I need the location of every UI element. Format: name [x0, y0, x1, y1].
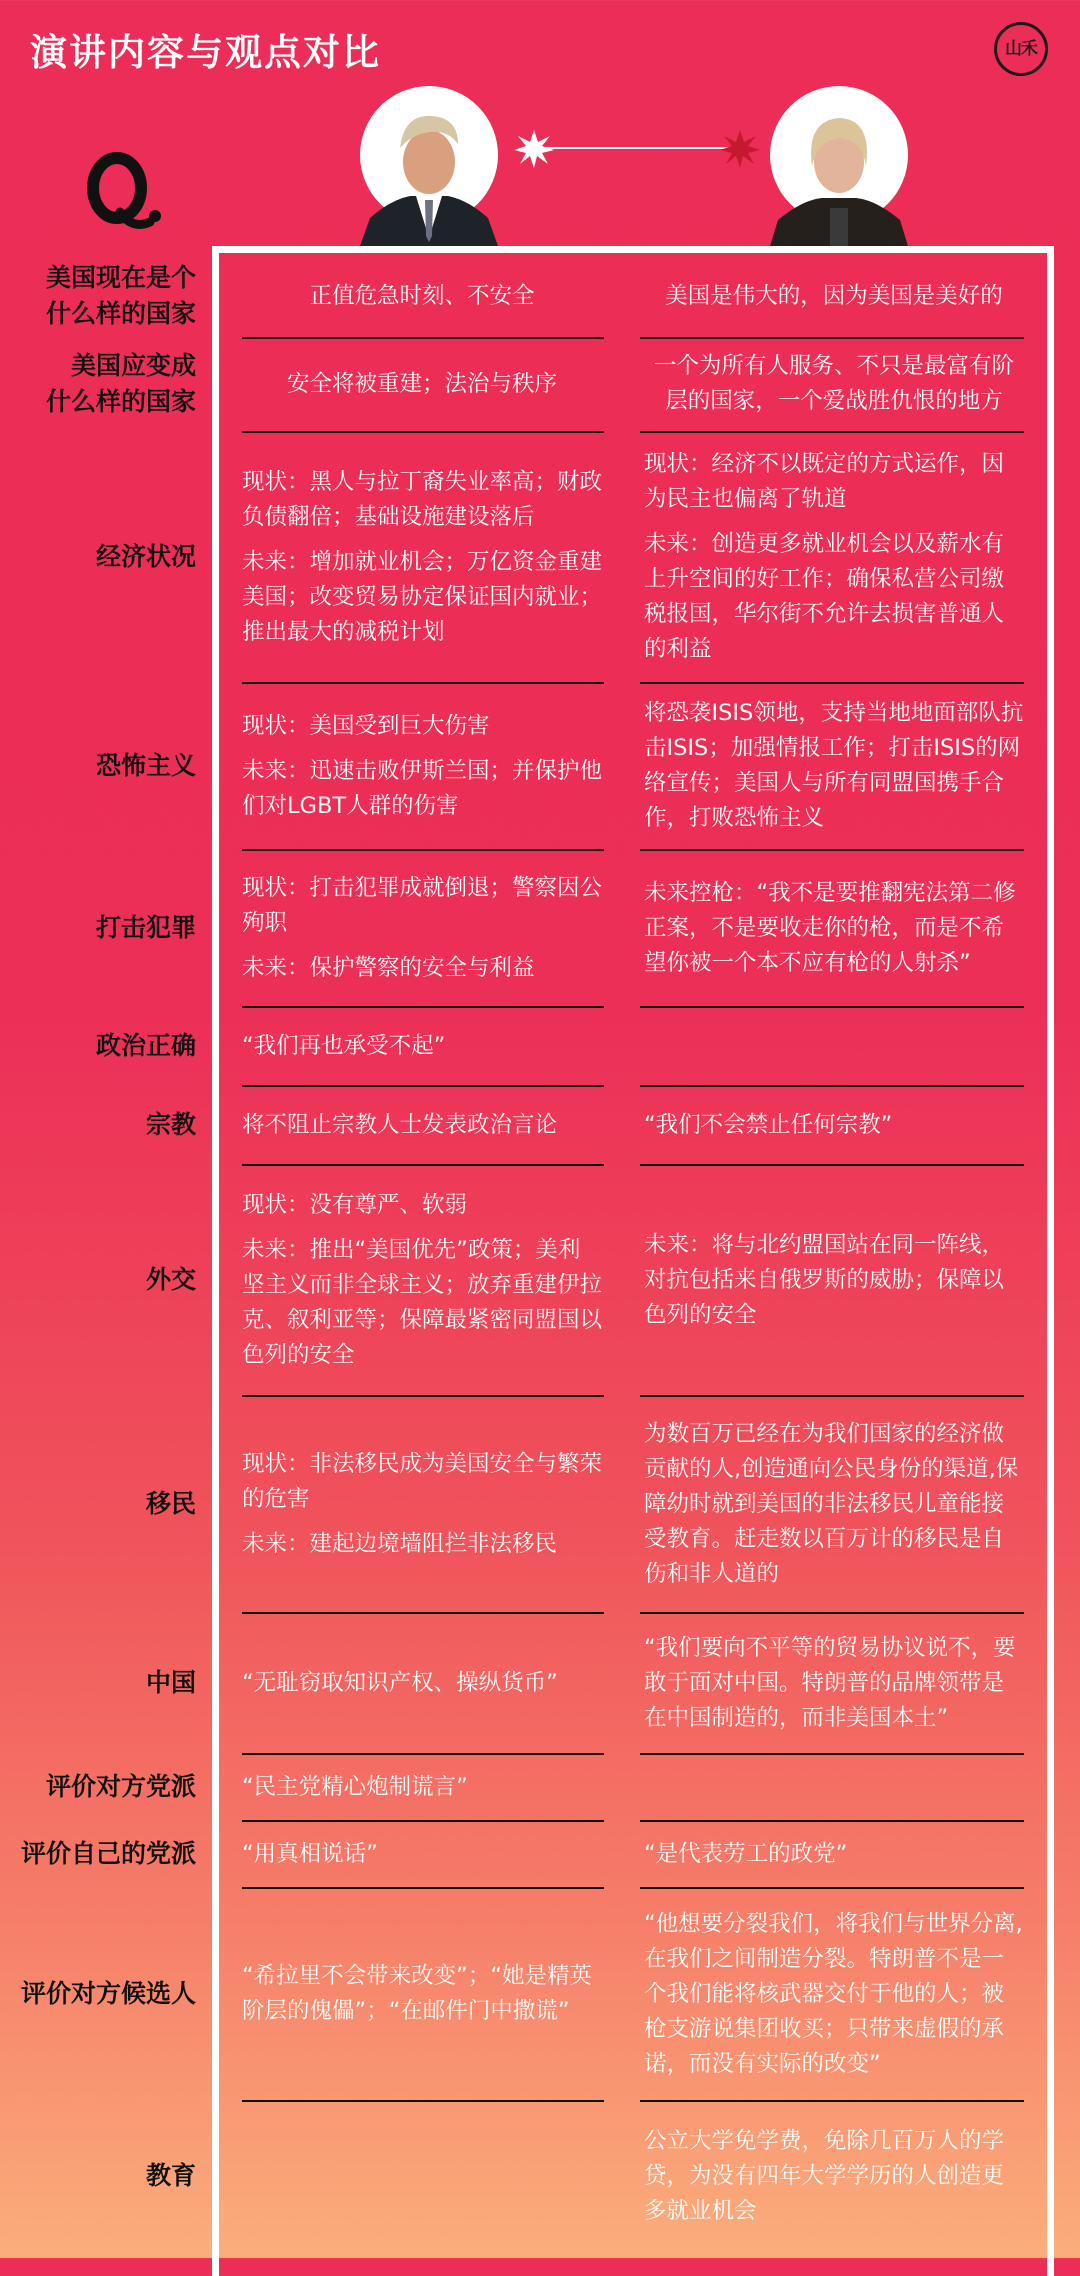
clinton-view-cell — [644, 1888, 1024, 2100]
clinton-view-cell — [644, 1007, 1024, 1085]
publisher-logo — [994, 22, 1048, 76]
q-mark-icon — [84, 152, 164, 242]
clinton-view-cell — [644, 1754, 1024, 1820]
trump-view-cell — [242, 683, 602, 849]
trump-view-cell — [242, 1821, 602, 1887]
clinton-view-cell-paragraph: “我们要向不平等的贸易协议说不，要敢于面对中国。特朗普的品牌领带是在中国制造的，而非美国本土” — [644, 1634, 1016, 1731]
table-row — [0, 255, 1080, 337]
row-divider — [242, 1164, 604, 1166]
row-divider — [640, 2100, 1024, 2102]
row-divider — [242, 849, 604, 851]
row-divider — [242, 2100, 604, 2102]
clinton-view-cell — [644, 1396, 1024, 1612]
row-topic-label — [146, 1396, 196, 1612]
trump-view-cell — [242, 1396, 602, 1612]
row-divider — [242, 431, 604, 433]
row-divider — [640, 1612, 1024, 1614]
row-topic-label-line: 恐怖主义 — [95, 751, 196, 780]
row-topic-label-line: 政治正确 — [95, 1031, 196, 1060]
row-divider — [640, 1820, 1024, 1822]
row-divider — [640, 1887, 1024, 1889]
clinton-view-cell — [644, 432, 1024, 682]
trump-view-cell-paragraph: “民主党精心炮制谎言” — [242, 1773, 468, 1800]
trump-view-cell — [242, 1086, 602, 1164]
row-divider — [640, 1085, 1024, 1087]
white-starburst-icon — [514, 130, 554, 168]
row-topic-label — [46, 1754, 196, 1820]
trump-view-cell — [242, 1165, 602, 1395]
row-topic-label — [96, 432, 196, 682]
row-divider — [242, 1820, 604, 1822]
clinton-view-cell — [644, 1165, 1024, 1395]
trump-view-cell-paragraph: 未来：增加就业机会；万亿资金重建美国；改变贸易协定保证国内就业；推出最大的减税计划 — [242, 548, 603, 645]
row-topic-label — [96, 683, 196, 849]
clinton-view-cell — [644, 338, 1024, 430]
table-row — [0, 338, 1080, 430]
row-topic-label — [46, 255, 196, 337]
table-row — [0, 2101, 1080, 2251]
clinton-view-cell-paragraph: “他想要分裂我们，将我们与世界分离,在我们之间制造分裂。特朗普不是一个我们能将核武器交付于他的人；被枪支游说集团收买；只带来虚假的承诺，而没有实际的改变” — [644, 1910, 1023, 2077]
table-row — [0, 1086, 1080, 1164]
row-topic-label — [21, 1821, 196, 1887]
row-divider — [242, 682, 604, 684]
row-topic-label-line: 移民 — [145, 1489, 196, 1518]
table-row — [0, 432, 1080, 682]
row-topic-label — [146, 2101, 196, 2251]
trump-view-cell — [242, 850, 602, 1006]
trump-view-cell-paragraph: 未来：迅速击败伊斯兰国；并保护他们对LGBT人群的伤害 — [242, 757, 603, 819]
clinton-view-cell-paragraph: 一个为所有人服务、不只是最富有阶层的国家，一个爱战胜仇恨的地方 — [653, 353, 1014, 414]
trump-portrait — [360, 86, 498, 246]
row-topic-label-line: 什么样的国家 — [45, 299, 196, 328]
trump-view-cell-paragraph: 未来：建起边境墙阻拦非法移民 — [242, 1530, 558, 1557]
trump-view-cell-paragraph: 现状：黑人与拉丁裔失业率高；财政负债翻倍；基础设施建设落后 — [242, 468, 603, 530]
trump-view-cell-paragraph: 正值危急时刻、不安全 — [309, 282, 535, 309]
versus-connector-icon — [512, 126, 762, 170]
clinton-view-cell — [644, 1821, 1024, 1887]
row-divider — [242, 1006, 604, 1008]
trump-view-cell — [242, 432, 602, 682]
trump-view-cell-paragraph: “用真相说话” — [242, 1840, 378, 1867]
row-topic-label-line: 教育 — [145, 2161, 196, 2190]
table-row — [0, 683, 1080, 849]
trump-view-cell-paragraph: 将不阻止宗教人士发表政治言论 — [242, 1111, 558, 1138]
row-divider — [242, 1612, 604, 1614]
clinton-view-cell-paragraph: 美国是伟大的，因为美国是美好的 — [665, 282, 1003, 309]
trump-view-cell-paragraph: 现状：打击犯罪成就倒退；警察因公殉职 — [242, 874, 603, 936]
trump-view-cell-paragraph: 安全将被重建；法治与秩序 — [286, 370, 557, 397]
trump-view-cell-paragraph: “我们再也承受不起” — [242, 1032, 446, 1059]
trump-view-cell — [242, 1888, 602, 2100]
row-topic-label — [146, 1165, 196, 1395]
table-row — [0, 850, 1080, 1006]
clinton-view-cell — [644, 850, 1024, 1006]
row-topic-label-line: 评价对方候选人 — [20, 1979, 196, 2008]
clinton-view-cell — [644, 255, 1024, 337]
row-topic-label — [96, 850, 196, 1006]
row-topic-label-line: 评价自己的党派 — [20, 1839, 196, 1868]
clinton-view-cell-paragraph: 未来控枪：“我不是要推翻宪法第二修正案，不是要收走你的枪，而是不希望你被一个本不应有枪的人射杀” — [644, 879, 1016, 976]
row-topic-label-line: 什么样的国家 — [45, 387, 196, 416]
clinton-view-cell-paragraph: 未来：创造更多就业机会以及薪水有上升空间的好工作；确保私营公司缴税报国，华尔街不允许去损害普通人的利益 — [644, 531, 1005, 662]
table-row — [0, 1165, 1080, 1395]
trump-view-cell-paragraph: “无耻窃取知识产权、操纵货币” — [242, 1669, 558, 1696]
clinton-view-cell-paragraph: 为数百万已经在为我们国家的经济做贡献的人,创造通向公民身份的渠道,保障幼时就到美国的非法移民儿童能接受教育。赶走数以百万计的移民是自伤和非人道的 — [644, 1420, 1019, 1587]
row-divider — [640, 849, 1024, 851]
trump-view-cell-paragraph: 现状：非法移民成为美国安全与繁荣的危害 — [242, 1450, 603, 1512]
clinton-view-cell-paragraph: “是代表劳工的政党” — [644, 1840, 848, 1867]
clinton-view-cell-paragraph: 未来：将与北约盟国站在同一阵线，对抗包括来自俄罗斯的威胁；保障以色列的安全 — [644, 1231, 1005, 1328]
trump-view-cell — [242, 2101, 602, 2251]
clinton-portrait — [770, 86, 908, 246]
table-row — [0, 1007, 1080, 1085]
trump-view-cell — [242, 1007, 602, 1085]
row-topic-label — [46, 338, 196, 430]
row-topic-label-line: 评价对方党派 — [45, 1772, 196, 1801]
clinton-view-cell-paragraph: 将恐袭ISIS领地，支持当地地面部队抗击ISIS；加强情报工作；打击ISIS的网络宣传；美国人与所有同盟国携手合作，打败恐怖主义 — [644, 700, 1024, 831]
row-topic-label-line: 打击犯罪 — [95, 913, 196, 942]
clinton-view-cell — [644, 1613, 1024, 1753]
row-divider — [640, 1006, 1024, 1008]
row-topic-label-line: 美国现在是个 — [45, 263, 196, 292]
table-row — [0, 1888, 1080, 2100]
trump-view-cell-paragraph: 现状：美国受到巨大伤害 — [242, 712, 490, 739]
row-topic-label-line: 经济状况 — [95, 542, 196, 571]
trump-view-cell-paragraph: 未来：保护警察的安全与利益 — [242, 954, 535, 981]
row-divider — [640, 682, 1024, 684]
row-divider — [640, 431, 1024, 433]
table-row — [0, 1613, 1080, 1753]
trump-view-cell-paragraph: 未来：推出“美国优先”政策；美利坚主义而非全球主义；放弃重建伊拉克、叙利亚等；保障最紧密同盟国以色列的安全 — [242, 1236, 603, 1368]
red-starburst-icon — [720, 130, 760, 168]
clinton-view-cell — [644, 2101, 1024, 2251]
row-topic-label — [21, 1888, 196, 2100]
row-topic-label — [146, 1086, 196, 1164]
table-row — [0, 1821, 1080, 1887]
trump-silhouette-icon — [360, 86, 498, 246]
table-row — [0, 1396, 1080, 1612]
row-topic-label-line: 中国 — [145, 1668, 196, 1697]
row-topic-label-line: 宗教 — [145, 1110, 196, 1139]
row-divider — [242, 1085, 604, 1087]
row-divider — [640, 337, 1024, 339]
page-title: 演讲内容与观点对比 — [30, 30, 381, 74]
clinton-silhouette-icon — [770, 86, 908, 246]
clinton-view-cell-paragraph: 现状：经济不以既定的方式运作，因为民主也偏离了轨道 — [644, 451, 1005, 512]
row-topic-label-line: 美国应变成 — [70, 351, 196, 380]
table-row — [0, 1754, 1080, 1820]
logo-text: 山禾 — [1005, 38, 1037, 59]
row-divider — [242, 1395, 604, 1397]
trump-view-cell-paragraph: “希拉里不会带来改变”；“她是精英阶层的傀儡”；“在邮件门中撒谎” — [242, 1963, 592, 2024]
clinton-view-cell — [644, 1086, 1024, 1164]
clinton-view-cell-paragraph: “我们不会禁止任何宗教” — [644, 1111, 893, 1138]
row-topic-label-line: 外交 — [145, 1265, 196, 1294]
trump-view-cell — [242, 1613, 602, 1753]
row-divider — [640, 1164, 1024, 1166]
clinton-view-cell-paragraph: 公立大学免学费，免除几百万人的学贷，为没有四年大学学历的人创造更多就业机会 — [644, 2127, 1005, 2224]
trump-view-cell — [242, 338, 602, 430]
trump-view-cell — [242, 1754, 602, 1820]
trump-view-cell-paragraph: 现状：没有尊严、软弱 — [242, 1191, 468, 1218]
row-topic-label — [146, 1613, 196, 1753]
row-divider — [242, 1887, 604, 1889]
trump-view-cell — [242, 255, 602, 337]
row-topic-label — [96, 1007, 196, 1085]
row-divider — [640, 1753, 1024, 1755]
row-divider — [242, 1753, 604, 1755]
row-divider — [640, 1395, 1024, 1397]
row-divider — [242, 337, 604, 339]
clinton-view-cell — [644, 683, 1024, 849]
